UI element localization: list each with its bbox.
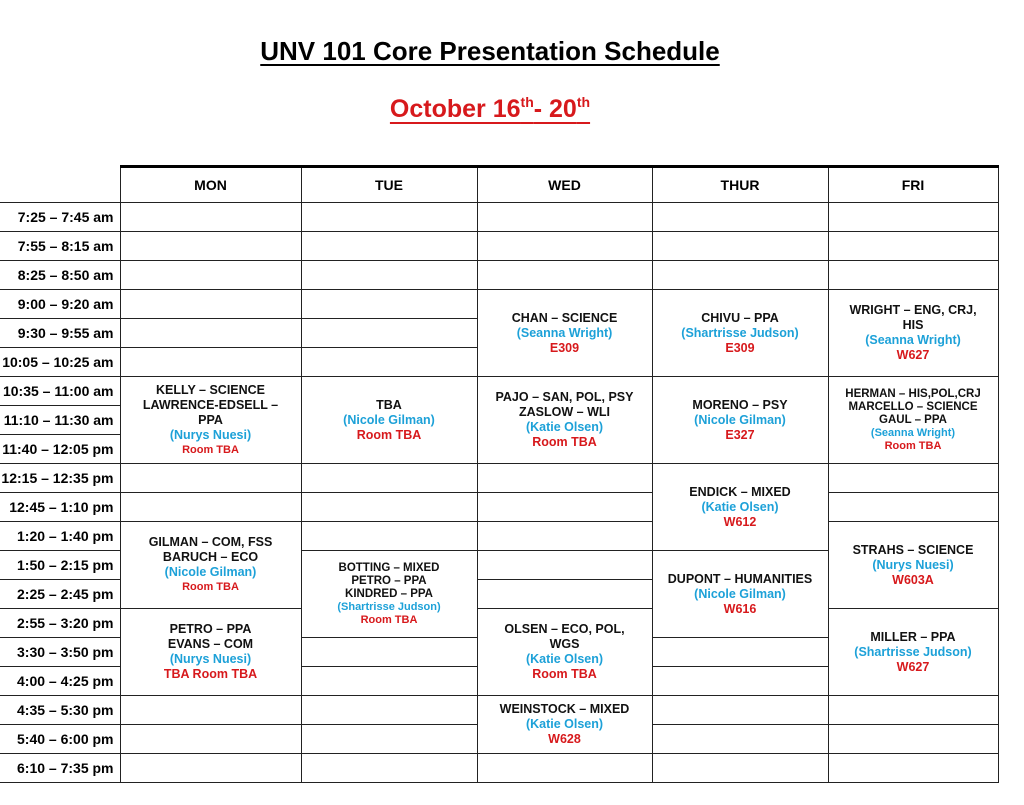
event-moreno: MORENO – PSY (Nicole Gilman) E327 bbox=[652, 377, 828, 464]
empty-slot bbox=[120, 290, 301, 319]
event-petro: PETRO – PPA EVANS – COM (Nurys Nuesi) TBA Room TBA bbox=[120, 609, 301, 696]
empty-slot bbox=[301, 232, 477, 261]
empty-slot bbox=[477, 203, 652, 232]
empty-slot bbox=[120, 319, 301, 348]
empty-slot bbox=[301, 696, 477, 725]
empty-slot bbox=[120, 725, 301, 754]
empty-slot bbox=[652, 261, 828, 290]
empty-slot bbox=[652, 638, 828, 667]
time-label: 5:40 – 6:00 pm bbox=[0, 725, 120, 754]
empty-slot bbox=[828, 493, 998, 522]
empty-slot bbox=[652, 754, 828, 783]
empty-slot bbox=[828, 725, 998, 754]
empty-slot bbox=[477, 580, 652, 609]
empty-slot bbox=[477, 551, 652, 580]
event-tba: TBA (Nicole Gilman) Room TBA bbox=[301, 377, 477, 464]
time-row bbox=[0, 232, 998, 261]
time-row bbox=[0, 377, 998, 406]
time-label: 12:15 – 12:35 pm bbox=[0, 464, 120, 493]
empty-slot bbox=[477, 232, 652, 261]
day-header: WED bbox=[477, 167, 652, 203]
time-row bbox=[0, 203, 998, 232]
time-label: 2:25 – 2:45 pm bbox=[0, 580, 120, 609]
date-range: October 16th- 20th bbox=[389, 94, 591, 123]
time-row bbox=[0, 464, 998, 493]
empty-slot bbox=[120, 232, 301, 261]
empty-slot bbox=[652, 696, 828, 725]
empty-slot bbox=[828, 696, 998, 725]
empty-slot bbox=[301, 319, 477, 348]
time-label: 11:40 – 12:05 pm bbox=[0, 435, 120, 464]
empty-slot bbox=[301, 725, 477, 754]
time-label: 10:05 – 10:25 am bbox=[0, 348, 120, 377]
event-pajo: PAJO – SAN, POL, PSY ZASLOW – WLI (Katie Olsen) Room TBA bbox=[477, 377, 652, 464]
empty-slot bbox=[120, 493, 301, 522]
empty-slot bbox=[652, 725, 828, 754]
event-gilman: GILMAN – COM, FSS BARUCH – ECO (Nicole Gilman) Room TBA bbox=[120, 522, 301, 609]
event-chan: CHAN – SCIENCE (Seanna Wright) E309 bbox=[477, 290, 652, 377]
empty-slot bbox=[652, 232, 828, 261]
time-label: 9:30 – 9:55 am bbox=[0, 319, 120, 348]
time-label: 4:00 – 4:25 pm bbox=[0, 667, 120, 696]
day-header: THUR bbox=[652, 167, 828, 203]
empty-slot bbox=[301, 522, 477, 551]
empty-slot bbox=[301, 638, 477, 667]
empty-slot bbox=[120, 754, 301, 783]
empty-slot bbox=[301, 203, 477, 232]
day-header: TUE bbox=[301, 167, 477, 203]
time-label: 7:25 – 7:45 am bbox=[0, 203, 120, 232]
time-label: 2:55 – 3:20 pm bbox=[0, 609, 120, 638]
time-label: 1:50 – 2:15 pm bbox=[0, 551, 120, 580]
page-title: UNV 101 Core Presentation Schedule bbox=[260, 36, 720, 66]
empty-slot bbox=[301, 261, 477, 290]
time-label: 3:30 – 3:50 pm bbox=[0, 638, 120, 667]
empty-slot bbox=[828, 203, 998, 232]
empty-slot bbox=[477, 754, 652, 783]
time-label: 1:20 – 1:40 pm bbox=[0, 522, 120, 551]
empty-slot bbox=[828, 754, 998, 783]
time-label: 12:45 – 1:10 pm bbox=[0, 493, 120, 522]
empty-slot bbox=[477, 493, 652, 522]
time-label: 7:55 – 8:15 am bbox=[0, 232, 120, 261]
event-endick: ENDICK – MIXED (Katie Olsen) W612 bbox=[652, 464, 828, 551]
time-label: 9:00 – 9:20 am bbox=[0, 290, 120, 319]
time-row bbox=[0, 290, 998, 319]
day-header: MON bbox=[120, 167, 301, 203]
time-row bbox=[0, 493, 998, 522]
time-label: 4:35 – 5:30 pm bbox=[0, 696, 120, 725]
empty-slot bbox=[301, 348, 477, 377]
event-herman: HERMAN – HIS,POL,CRJ MARCELLO – SCIENCE GAUL – PPA (Seanna Wright) Room TBA bbox=[828, 377, 998, 464]
empty-slot bbox=[120, 261, 301, 290]
event-weinstock: WEINSTOCK – MIXED (Katie Olsen) W628 bbox=[477, 696, 652, 754]
time-row bbox=[0, 522, 998, 551]
time-row bbox=[0, 609, 998, 638]
empty-slot bbox=[301, 464, 477, 493]
corner-cell bbox=[0, 167, 120, 203]
time-label: 6:10 – 7:35 pm bbox=[0, 754, 120, 783]
empty-slot bbox=[652, 667, 828, 696]
empty-slot bbox=[120, 203, 301, 232]
empty-slot bbox=[652, 203, 828, 232]
empty-slot bbox=[301, 493, 477, 522]
event-wright: WRIGHT – ENG, CRJ, HIS (Seanna Wright) W627 bbox=[828, 290, 998, 377]
schedule-table bbox=[0, 165, 999, 783]
empty-slot bbox=[828, 261, 998, 290]
time-row bbox=[0, 261, 998, 290]
empty-slot bbox=[477, 261, 652, 290]
time-label: 11:10 – 11:30 am bbox=[0, 406, 120, 435]
time-label: 10:35 – 11:00 am bbox=[0, 377, 120, 406]
empty-slot bbox=[828, 464, 998, 493]
event-olsen: OLSEN – ECO, POL, WGS (Katie Olsen) Room TBA bbox=[477, 609, 652, 696]
empty-slot bbox=[477, 464, 652, 493]
event-chivu: CHIVU – PPA (Shartrisse Judson) E309 bbox=[652, 290, 828, 377]
event-strahs: STRAHS – SCIENCE (Nurys Nuesi) W603A bbox=[828, 522, 998, 609]
event-dupont: DUPONT – HUMANITIES (Nicole Gilman) W616 bbox=[652, 551, 828, 638]
empty-slot bbox=[120, 348, 301, 377]
empty-slot bbox=[301, 667, 477, 696]
header-row bbox=[0, 167, 998, 203]
empty-slot bbox=[120, 696, 301, 725]
empty-slot bbox=[301, 754, 477, 783]
empty-slot bbox=[828, 232, 998, 261]
empty-slot bbox=[301, 290, 477, 319]
empty-slot bbox=[120, 464, 301, 493]
event-kelly: KELLY – SCIENCE LAWRENCE-EDSELL – PPA (Nurys Nuesi) Room TBA bbox=[120, 377, 301, 464]
time-label: 8:25 – 8:50 am bbox=[0, 261, 120, 290]
event-botting: BOTTING – MIXED PETRO – PPA KINDRED – PPA (Shartrisse Judson) Room TBA bbox=[301, 551, 477, 638]
event-miller: MILLER – PPA (Shartrisse Judson) W627 bbox=[828, 609, 998, 696]
empty-slot bbox=[477, 522, 652, 551]
time-row bbox=[0, 754, 998, 783]
time-row bbox=[0, 696, 998, 725]
day-header: FRI bbox=[828, 167, 998, 203]
